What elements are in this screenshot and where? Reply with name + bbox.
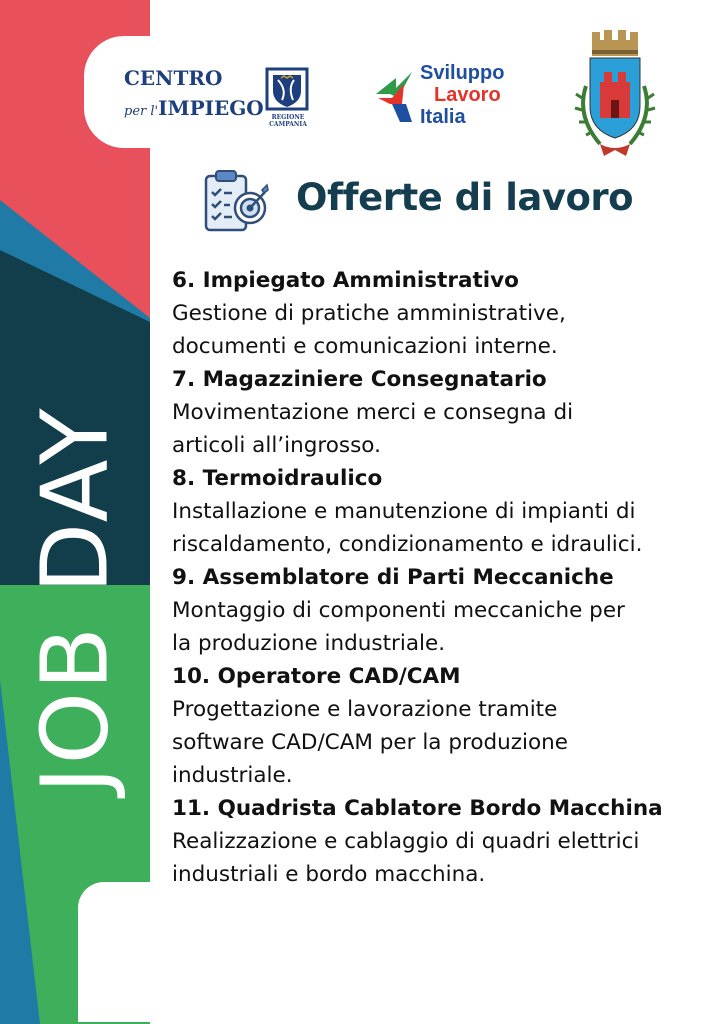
cpi-logo-line2 bbox=[124, 96, 264, 120]
page-title: Offerte di lavoro bbox=[296, 176, 634, 219]
job-description-line: Gestione di pratiche amministrative, bbox=[172, 301, 566, 326]
cpi-logo-per: per l' bbox=[124, 104, 159, 119]
job-item bbox=[172, 264, 712, 363]
slv-line1: Sviluppo bbox=[420, 62, 505, 84]
job-description-line: riscaldamento, condizionamento e idraulici. bbox=[172, 532, 643, 557]
job-description-line: la produzione industriale. bbox=[172, 631, 446, 656]
cpi-region-label: REGIONE CAMPANIA bbox=[269, 114, 307, 128]
clipboard-target-icon bbox=[202, 168, 270, 234]
job-description-line: documenti e comunicazioni interne. bbox=[172, 334, 558, 359]
job-item bbox=[172, 462, 712, 561]
job-title: 10. Operatore CAD/CAM bbox=[172, 664, 461, 689]
job-title: 9. Assemblatore di Parti Meccaniche bbox=[172, 565, 614, 590]
job-description-line: software CAD/CAM per la produzione bbox=[172, 730, 569, 755]
sviluppo-lavoro-logo bbox=[372, 60, 532, 132]
job-description-line: articoli all’ingrosso. bbox=[172, 433, 381, 458]
job-description-line: Montaggio di componenti meccaniche per bbox=[172, 598, 625, 623]
sviluppo-lavoro-mark-icon bbox=[372, 64, 426, 126]
job-day-vertical-text: JOB DAY bbox=[21, 406, 129, 794]
job-item bbox=[172, 792, 712, 891]
job-list bbox=[172, 264, 712, 891]
job-title: 7. Magazziniere Consegnatario bbox=[172, 367, 547, 392]
municipal-crest-icon bbox=[570, 26, 660, 162]
cpi-logo-impiego: IMPIEGO bbox=[158, 96, 264, 120]
job-description-line: Realizzazione e cablaggio di quadri elettrici bbox=[172, 829, 640, 854]
job-title: 8. Termoidraulico bbox=[172, 466, 383, 491]
centro-impiego-logo bbox=[112, 58, 334, 136]
job-title: 11. Quadrista Cablatore Bordo Macchina bbox=[172, 796, 663, 821]
cpi-logo-line1: CENTRO bbox=[124, 66, 223, 90]
sviluppo-lavoro-wordmark bbox=[420, 62, 504, 128]
job-description-line: industriale. bbox=[172, 763, 293, 788]
job-item bbox=[172, 660, 712, 792]
job-description-line: Installazione e manutenzione di impianti di bbox=[172, 499, 636, 524]
job-item bbox=[172, 363, 712, 462]
job-description-line: industriali e bordo macchina. bbox=[172, 862, 486, 887]
job-title: 6. Impiegato Amministrativo bbox=[172, 268, 519, 293]
job-description-line: Progettazione e lavorazione tramite bbox=[172, 697, 558, 722]
slv-line3: Italia bbox=[420, 106, 466, 128]
job-description-line: Movimentazione merci e consegna di bbox=[172, 400, 574, 425]
bottom-panel-notch bbox=[78, 882, 198, 1022]
slv-line2: Lavoro bbox=[434, 84, 501, 106]
campania-crest-icon bbox=[264, 66, 310, 112]
job-item bbox=[172, 561, 712, 660]
